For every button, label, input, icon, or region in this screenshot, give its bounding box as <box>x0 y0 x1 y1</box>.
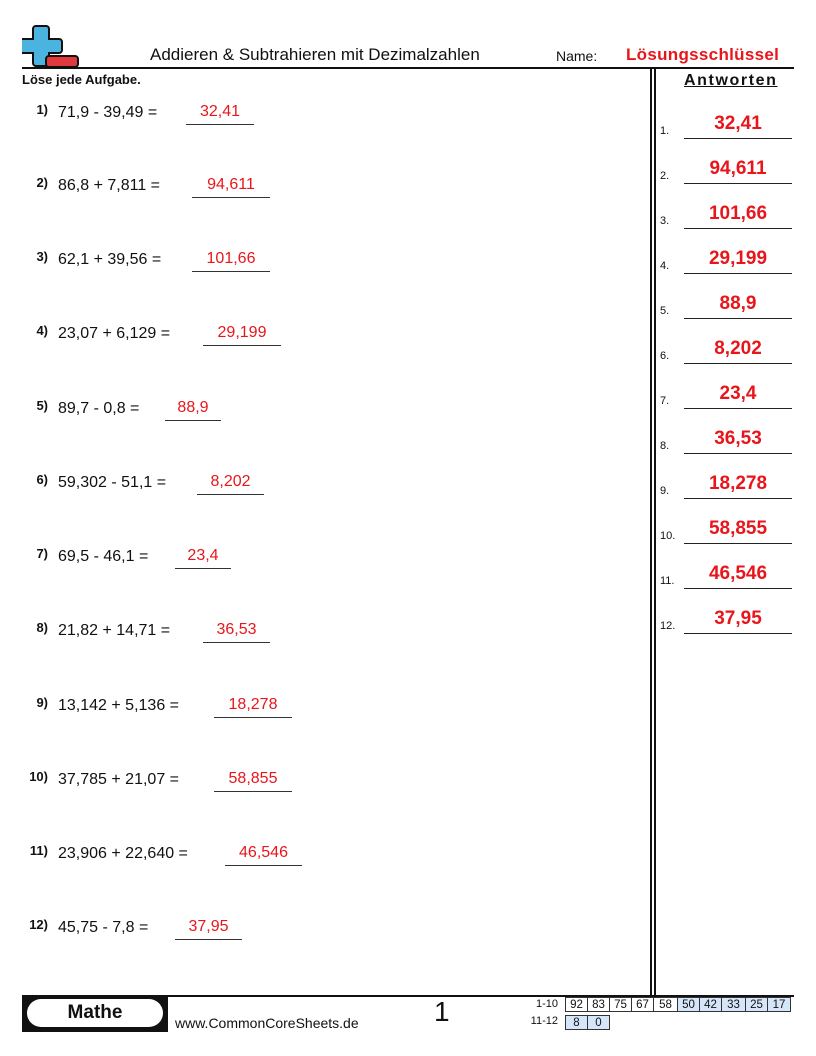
problem-number: 4) <box>36 323 48 338</box>
answer-key-line <box>684 633 792 635</box>
answer-key-value: 29,199 <box>708 248 768 269</box>
answer-key-value: 18,278 <box>708 473 768 494</box>
score-cell: 67 <box>631 997 654 1012</box>
header-rule <box>22 67 794 69</box>
answer-key-item <box>660 279 792 319</box>
problem-item <box>0 771 300 801</box>
problem-item <box>0 104 300 134</box>
problem-expression: 21,82 + 14,71 = <box>58 622 171 639</box>
answer-key-number: 9. <box>660 485 670 497</box>
inline-answer: 88,9 <box>177 399 209 416</box>
answer-key-item <box>660 324 792 364</box>
inline-answer: 32,41 <box>199 103 241 120</box>
answer-blank[interactable] <box>203 345 281 346</box>
problem-expression: 59,302 - 51,1 = <box>58 474 167 491</box>
subject-badge: Mathe <box>27 999 163 1027</box>
inline-answer: 36,53 <box>216 621 257 638</box>
answer-blank[interactable] <box>197 494 264 495</box>
answer-key-line <box>684 318 792 320</box>
answer-key-value: 94,611 <box>709 158 767 179</box>
problem-expression: 71,9 - 39,49 = <box>58 104 158 121</box>
answer-key-item <box>660 414 792 454</box>
answer-key-value: 32,41 <box>714 113 762 134</box>
problem-number: 1) <box>36 102 48 117</box>
answer-key-line <box>684 228 792 230</box>
column-divider <box>654 68 656 996</box>
answer-key-title: Antworten <box>684 72 778 89</box>
instructions: Löse jede Aufgabe. <box>22 72 141 87</box>
problem-number: 10) <box>29 769 48 784</box>
answer-key-line <box>684 183 792 185</box>
answer-key-line <box>684 453 792 455</box>
answer-blank[interactable] <box>214 717 292 718</box>
score-cell: 92 <box>565 997 588 1012</box>
answer-key-number: 4. <box>660 260 670 272</box>
score-cell: 17 <box>767 997 791 1012</box>
problem-expression: 37,785 + 21,07 = <box>58 771 179 788</box>
score-cell: 8 <box>565 1015 588 1030</box>
answer-key-item <box>660 594 792 634</box>
problem-item <box>0 400 300 430</box>
answer-key-item <box>660 459 792 499</box>
answer-key-value: 46,546 <box>708 563 768 584</box>
problem-item <box>0 919 300 949</box>
inline-answer: 18,278 <box>228 696 278 713</box>
answer-key-value: 58,855 <box>708 518 768 539</box>
problem-expression: 23,07 + 6,129 = <box>58 325 171 342</box>
score-cell: 0 <box>587 1015 610 1030</box>
problem-item <box>0 177 300 207</box>
score-cell: 58 <box>653 997 678 1012</box>
score-cell: 42 <box>699 997 722 1012</box>
score-cell: 75 <box>609 997 632 1012</box>
problem-number: 3) <box>36 249 48 264</box>
name-value: Lösungsschlüssel <box>626 45 780 64</box>
answer-key-number: 11. <box>660 575 675 587</box>
score-cell: 83 <box>587 997 610 1012</box>
website-link[interactable]: www.CommonCoreSheets.de <box>175 1015 359 1031</box>
answer-blank[interactable] <box>175 568 231 569</box>
problem-item <box>0 697 300 727</box>
problem-number: 9) <box>36 695 48 710</box>
problem-expression: 86,8 + 7,811 = <box>58 177 161 194</box>
score-cell: 33 <box>721 997 746 1012</box>
inline-answer: 46,546 <box>239 844 288 861</box>
problem-item <box>0 474 300 504</box>
answer-key-line <box>684 273 792 275</box>
answer-blank[interactable] <box>225 865 302 866</box>
answer-blank[interactable] <box>165 420 221 421</box>
answer-key-item <box>660 189 792 229</box>
answer-key-line <box>684 543 792 545</box>
score-cell: 25 <box>745 997 768 1012</box>
column-divider <box>650 68 652 996</box>
score-row-label: 11-12 <box>530 1015 558 1027</box>
answer-blank[interactable] <box>192 197 270 198</box>
answer-key-line <box>684 408 792 410</box>
score-cell: 50 <box>677 997 700 1012</box>
answer-key-item <box>660 99 792 139</box>
answer-key-line <box>684 498 792 500</box>
inline-answer: 101,66 <box>206 250 256 267</box>
problem-number: 11) <box>29 843 48 858</box>
worksheet-title: Addieren & Subtrahieren mit Dezimalzahlen <box>150 45 480 64</box>
answer-key-number: 5. <box>660 305 670 317</box>
name-label: Name: <box>556 48 598 64</box>
answer-key-value: 8,202 <box>714 338 762 359</box>
problem-number: 6) <box>36 472 48 487</box>
problem-expression: 23,906 + 22,640 = <box>58 845 188 862</box>
inline-answer: 58,855 <box>228 770 278 787</box>
answer-blank[interactable] <box>175 939 242 940</box>
answer-key-item <box>660 549 792 589</box>
plus-minus-logo-icon <box>22 24 80 68</box>
answer-key-value: 101,66 <box>708 203 768 224</box>
answer-key-value: 37,95 <box>714 608 762 629</box>
problem-expression: 89,7 - 0,8 = <box>58 400 140 417</box>
inline-answer: 23,4 <box>187 547 219 564</box>
problem-expression: 45,75 - 7,8 = <box>58 919 149 936</box>
answer-key-item <box>660 234 792 274</box>
answer-key-number: 12. <box>660 620 676 632</box>
score-row-label: 1-10 <box>535 998 558 1010</box>
answer-blank[interactable] <box>214 791 292 792</box>
inline-answer: 29,199 <box>217 324 267 341</box>
inline-answer: 94,611 <box>207 176 255 193</box>
answer-key-number: 6. <box>660 350 670 362</box>
problem-item <box>0 845 320 875</box>
answer-key-number: 3. <box>660 215 670 227</box>
answer-key-number: 1. <box>660 125 670 137</box>
answer-key-number: 2. <box>660 170 670 182</box>
problem-number: 8) <box>36 620 48 635</box>
problem-expression: 69,5 - 46,1 = <box>58 548 149 565</box>
answer-blank[interactable] <box>192 271 270 272</box>
answer-blank[interactable] <box>186 124 254 125</box>
answer-key-line <box>684 588 792 590</box>
page-number: 1 <box>434 996 450 1027</box>
problem-item <box>0 622 300 652</box>
inline-answer: 37,95 <box>188 918 229 935</box>
problem-number: 2) <box>36 175 48 190</box>
problem-expression: 13,142 + 5,136 = <box>58 697 179 714</box>
problem-number: 7) <box>36 546 48 561</box>
answer-key-number: 10. <box>660 530 676 542</box>
answer-key-line <box>684 138 792 140</box>
problem-number: 5) <box>36 398 48 413</box>
answer-key-number: 7. <box>660 395 670 407</box>
answer-key-value: 23,4 <box>719 383 757 404</box>
answer-key-item <box>660 144 792 184</box>
problem-item <box>0 548 300 578</box>
problem-item <box>0 325 300 355</box>
answer-key-line <box>684 363 792 365</box>
answer-blank[interactable] <box>203 642 270 643</box>
answer-key-item <box>660 369 792 409</box>
problem-item <box>0 251 300 281</box>
inline-answer: 8,202 <box>210 473 251 490</box>
problem-expression: 62,1 + 39,56 = <box>58 251 162 268</box>
problem-number: 12) <box>29 917 48 932</box>
answer-key-value: 36,53 <box>714 428 762 449</box>
answer-key-number: 8. <box>660 440 670 452</box>
answer-key-value: 88,9 <box>719 293 757 314</box>
answer-key-item <box>660 504 792 544</box>
